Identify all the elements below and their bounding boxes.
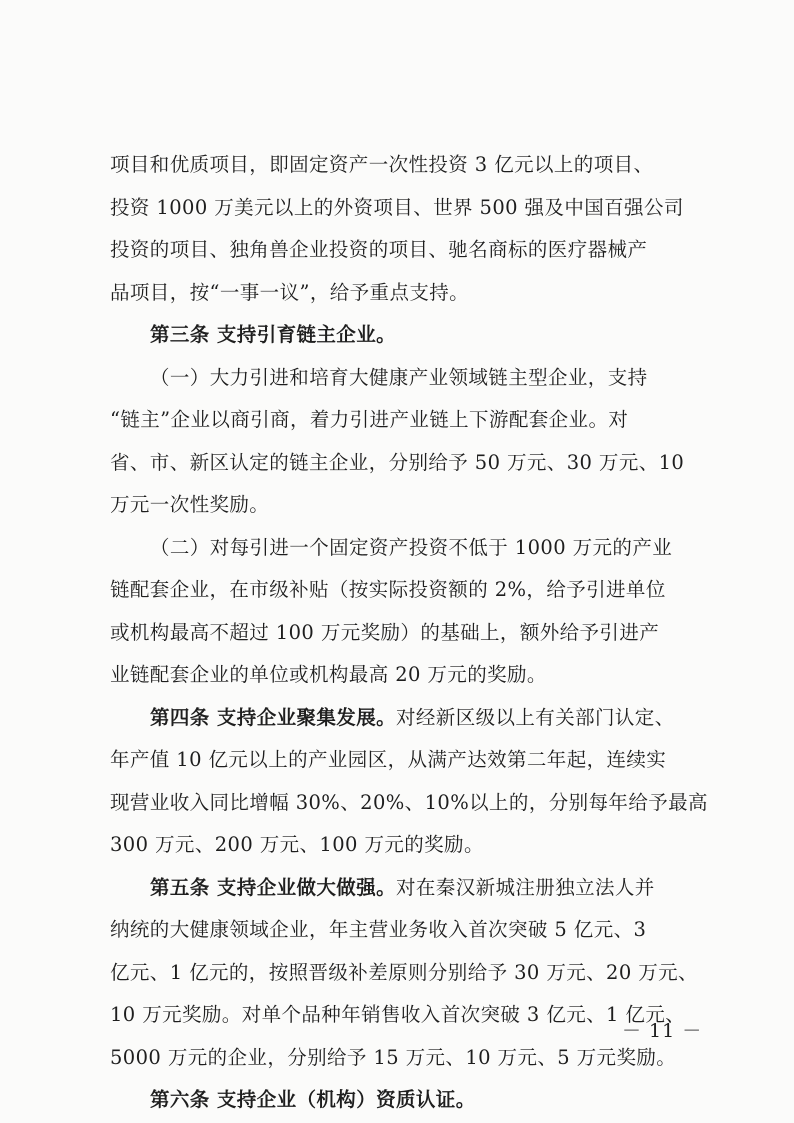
body-line: 纳统的大健康领域企业，年主营业务收入首次突破 5 亿元、3 [110, 918, 647, 941]
body-line: 现营业收入同比增幅 30%、20%、10%以上的，分别每年给予最高 [110, 790, 708, 814]
article-6-heading: 第六条 支持企业（机构）资质认证。 [150, 1088, 476, 1111]
body-line: 投资的项目、独角兽企业投资的项目、驰名商标的医疗器械产 [110, 238, 648, 261]
page-number: － 11 － [622, 1020, 703, 1042]
article-3-heading: 第三条 支持引育链主企业。 [150, 323, 396, 346]
body-line: 300 万元、200 万元、100 万元的奖励。 [110, 833, 484, 856]
body-text: 对经新区级以上有关部门认定、 [396, 705, 675, 729]
article-5-heading: 第五条 支持企业做大做强。 [150, 875, 396, 899]
body-line: 万元一次性奖励。 [110, 493, 270, 516]
article-4-heading: 第四条 支持企业聚集发展。 [150, 705, 396, 729]
body-line: 省、市、新区认定的链主企业，分别给予 50 万元、30 万元、10 [110, 450, 685, 474]
body-line: 业链配套企业的单位或机构最高 20 万元的奖励。 [110, 663, 547, 686]
body-line: 10 万元奖励。对单个品种年销售收入首次突破 3 亿元、1 亿元、 [110, 1003, 686, 1026]
body-text: 对在秦汉新城注册独立法人并 [396, 875, 655, 899]
body-line: 年产值 10 亿元以上的产业园区，从满产达效第二年起，连续实 [110, 748, 667, 771]
body-line: 品项目，按“一事一议”，给予重点支持。 [110, 280, 470, 304]
body-line: 或机构最高不超过 100 万元奖励）的基础上，额外给予引进产 [110, 620, 660, 644]
document-body [110, 144, 708, 1122]
body-line: 亿元、1 亿元的，按照晋级补差原则分别给予 30 万元、20 万元、 [110, 960, 698, 984]
body-line: “链主”企业以商引商，着力引进产业链上下游配套企业。对 [110, 408, 629, 431]
body-line: 链配套企业，在市级补贴（按实际投资额的 2%，给予引进单位 [110, 578, 666, 601]
article-5-paragraph [110, 867, 695, 910]
body-line: （二）对每引进一个固定资产投资不低于 1000 万元的产业 [150, 535, 673, 559]
body-line: 5000 万元的企业，分别给予 15 万元、10 万元、5 万元奖励。 [110, 1045, 677, 1069]
article-4-paragraph [110, 697, 695, 740]
body-line: （一）大力引进和培育大健康产业领域链主型企业，支持 [150, 365, 648, 389]
body-line: 投资 1000 万美元以上的外资项目、世界 500 强及中国百强公司 [110, 195, 684, 219]
body-line: 项目和优质项目，即固定资产一次性投资 3 亿元以上的项目、 [110, 153, 654, 176]
